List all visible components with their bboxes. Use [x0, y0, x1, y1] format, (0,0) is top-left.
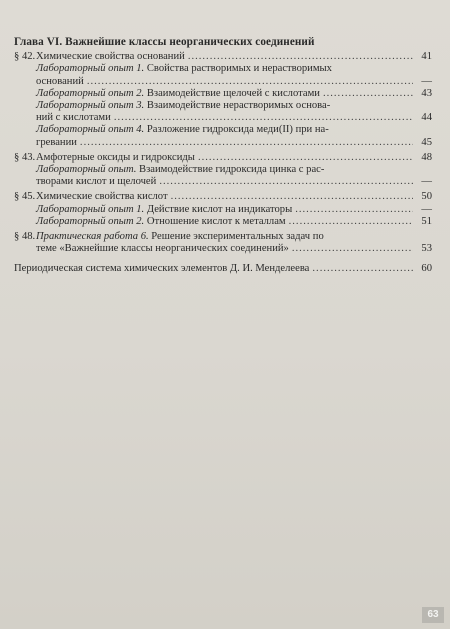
section-number: § 43. — [14, 151, 36, 163]
lab-label: Лабораторный опыт 1. — [36, 203, 145, 215]
page-ref: — — [421, 75, 432, 87]
chapter-title: Глава VI. Важнейшие классы неорганических соединений — [14, 36, 315, 48]
toc-entry-cont — [14, 243, 432, 255]
page-ref: 48 — [421, 151, 432, 163]
entry-text: творами кислот и щелочей — [36, 176, 157, 188]
entry-text: Свойства растворимых и нерастворимых — [146, 63, 332, 75]
toc-entry — [14, 124, 432, 136]
dot-leader — [188, 51, 413, 63]
dot-leader — [159, 176, 413, 188]
section-number: § 42. — [14, 51, 36, 63]
dot-leader — [323, 88, 413, 100]
lab-label: Лабораторный опыт 3. — [36, 100, 145, 112]
entry-text: Химические свойства оснований — [36, 51, 185, 63]
toc-entry-periodic — [14, 263, 432, 275]
lab-label: Лабораторный опыт. — [36, 164, 137, 176]
page-ref: 41 — [421, 51, 432, 63]
page-number: 63 — [422, 607, 444, 623]
page-ref: 45 — [421, 136, 432, 148]
page-ref: 60 — [421, 263, 432, 275]
toc-entry — [14, 63, 432, 75]
entry-text: Действие кислот на индикаторы — [146, 203, 293, 215]
lab-label: Лабораторный опыт 4. — [36, 124, 145, 136]
section-number: § 45. — [14, 191, 36, 203]
toc-entry-cont — [14, 76, 432, 88]
entry-text: Периодическая система химических элементов Д. И. Менделеева — [14, 263, 310, 275]
dot-leader — [312, 263, 413, 275]
dot-leader — [87, 76, 413, 88]
entry-text: оснований — [36, 75, 84, 87]
lab-label: Лабораторный опыт 1. — [36, 63, 145, 75]
toc-entry — [14, 191, 432, 203]
entry-text: Химические свойства кислот — [36, 191, 168, 203]
toc-entry — [14, 100, 432, 112]
practical-label: Практическая работа 6. — [36, 231, 149, 243]
toc-entry-cont — [14, 137, 432, 149]
dot-leader — [295, 204, 413, 216]
toc-entry — [14, 88, 432, 100]
dot-leader — [198, 152, 413, 164]
entry-text: Взаимодействие гидроксида цинка с рас- — [139, 164, 325, 176]
entry-text: Отношение кислот к металлам — [146, 215, 286, 227]
entry-text: гревании — [36, 136, 77, 148]
dot-leader — [289, 216, 413, 228]
section-number: § 48. — [14, 231, 36, 243]
toc-entry — [14, 152, 432, 164]
page-ref: 50 — [421, 191, 432, 203]
page-ref: 51 — [421, 215, 432, 227]
page-ref: 44 — [421, 112, 432, 124]
table-of-contents — [14, 36, 432, 276]
toc-entry — [14, 164, 432, 176]
dot-leader — [171, 191, 413, 203]
toc-entry — [14, 204, 432, 216]
entry-text: Взаимодействие нерастворимых основа- — [146, 100, 331, 112]
page-ref: — — [421, 176, 432, 188]
dot-leader — [114, 112, 413, 124]
entry-text: Разложение гидроксида меди(II) при на- — [146, 124, 329, 136]
entry-text: ний с кислотами — [36, 112, 111, 124]
lab-label: Лабораторный опыт 2. — [36, 87, 145, 99]
dot-leader — [80, 137, 413, 149]
dot-leader — [292, 243, 413, 255]
entry-text: теме «Важнейшие классы неорганических соединений» — [36, 243, 289, 255]
page-ref: 43 — [421, 87, 432, 99]
page-ref: 53 — [421, 243, 432, 255]
entry-text: Взаимодействие щелочей с кислотами — [146, 87, 320, 99]
toc-entry — [14, 231, 432, 243]
toc-entry — [14, 51, 432, 63]
entry-text: Амфотерные оксиды и гидроксиды — [36, 151, 195, 163]
entry-text: Решение экспериментальных задач по — [151, 231, 324, 243]
toc-entry-cont — [14, 112, 432, 124]
lab-label: Лабораторный опыт 2. — [36, 215, 145, 227]
toc-entry — [14, 216, 432, 228]
toc-entry-cont — [14, 176, 432, 188]
page-ref: — — [421, 203, 432, 215]
